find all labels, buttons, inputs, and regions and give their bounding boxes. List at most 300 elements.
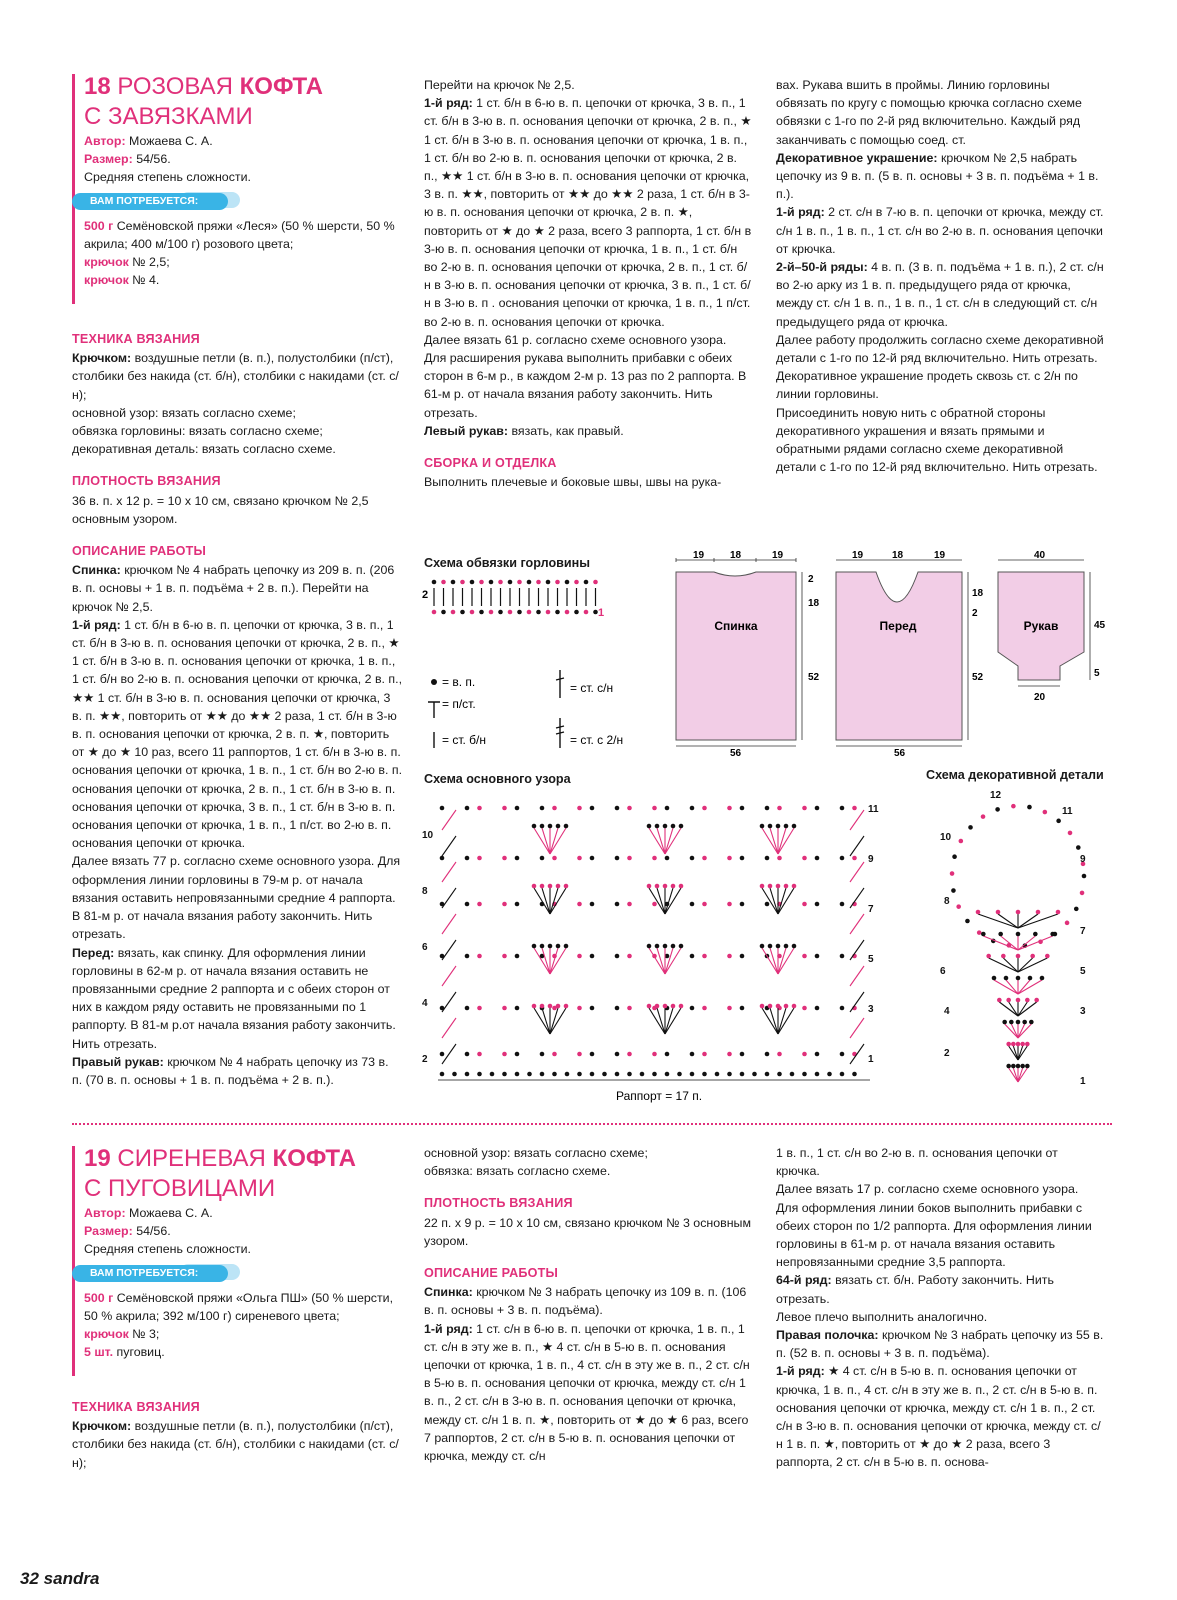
chain-dot bbox=[760, 1004, 765, 1009]
fan-stitch bbox=[665, 828, 673, 854]
chain-dot bbox=[740, 1072, 745, 1077]
p19-rp-row1: 1-й ряд: ★ 4 ст. с/н в 5-ю в. п. основания цепочки от крючка, 1 в. п., 4 ст. с/н в эту же в. п., 2 ст. с/н в 5-ю в. п. основания цепочки от крючка, между ст. с/н 1 в. п., 2 ст. с/н в 3-ю в. п. основания цепочки от крючка, между ст. с/н 1 в. п. ★, повторить от ★ до ★ 2 раза, всего 3 раппорта, 2 ст. с/н в 5-ю в. п. основа- bbox=[776, 1364, 1101, 1470]
deco-row-number: 5 bbox=[1080, 966, 1086, 977]
p18-right-sleeve: Правый рукав: крючком № 4 набрать цепочку из 73 в. п. (70 в. п. основы + 1 в. п. подъёма + 2 в. п.). bbox=[72, 1054, 389, 1087]
p19-difficulty: Средняя степень сложности. bbox=[84, 1242, 251, 1257]
p19-header bbox=[84, 1144, 402, 1361]
chain-dot bbox=[515, 856, 520, 861]
chain-dot bbox=[615, 1072, 620, 1077]
schematics bbox=[668, 546, 1113, 760]
p18-title bbox=[84, 72, 402, 102]
deco-row-number: 9 bbox=[1080, 854, 1086, 865]
edge-stitch bbox=[442, 992, 456, 1012]
deco-row-number: 8 bbox=[944, 896, 950, 907]
svg-text:19: 19 bbox=[852, 550, 864, 561]
p19-tech-heading: ТЕХНИКА ВЯЗАНИЯ bbox=[72, 1400, 200, 1414]
fan-stitch bbox=[778, 888, 794, 914]
chain-dot bbox=[768, 944, 773, 949]
row-number-right: 7 bbox=[868, 904, 874, 915]
chain-dot bbox=[652, 1052, 657, 1057]
chain-dot bbox=[777, 1072, 782, 1077]
chain-dot bbox=[432, 580, 437, 585]
chain-dot bbox=[590, 1006, 595, 1011]
chain-dot bbox=[1001, 954, 1006, 959]
edge-stitch bbox=[442, 888, 456, 908]
chain-dot bbox=[977, 930, 982, 935]
chain-dot bbox=[1065, 921, 1070, 926]
fan-stitch bbox=[770, 1008, 778, 1034]
chain-dot bbox=[460, 610, 465, 615]
chain-dot bbox=[546, 580, 551, 585]
deco-stitch bbox=[1018, 1002, 1037, 1016]
deco-row-number: 11 bbox=[1062, 806, 1073, 817]
p18-mat2: крючок № 2,5; bbox=[84, 255, 170, 270]
fan-stitch bbox=[762, 828, 778, 854]
chain-dot bbox=[655, 824, 660, 829]
chain-dot bbox=[765, 856, 770, 861]
chain-dot bbox=[952, 854, 957, 859]
chain-dot bbox=[515, 1006, 520, 1011]
deco-pattern-title: Схема декоративной детали bbox=[926, 768, 1104, 782]
chain-dot bbox=[615, 1006, 620, 1011]
chain-dot bbox=[540, 884, 545, 889]
chain-dot bbox=[1025, 1042, 1030, 1047]
main-pattern-diagram bbox=[420, 796, 890, 1108]
fan-stitch bbox=[649, 888, 665, 914]
chain-dot bbox=[1040, 976, 1045, 981]
chain-dot bbox=[995, 807, 1000, 812]
chain-dot bbox=[584, 610, 589, 615]
neck-diagram-title: Схема обвязки горловины bbox=[424, 556, 590, 570]
chain-dot bbox=[577, 856, 582, 861]
accent-bar bbox=[72, 74, 75, 304]
chain-dot bbox=[515, 902, 520, 907]
fan-stitch bbox=[550, 948, 558, 974]
p19-col3 bbox=[776, 1144, 1104, 1472]
chain-dot bbox=[1004, 976, 1009, 981]
chain-dot bbox=[552, 1072, 557, 1077]
chain-dot bbox=[451, 610, 456, 615]
svg-text:52: 52 bbox=[808, 672, 820, 683]
fan-stitch bbox=[550, 888, 566, 914]
chain-dot bbox=[502, 902, 507, 907]
chain-dot bbox=[671, 1004, 676, 1009]
chain-dot bbox=[986, 954, 991, 959]
chain-dot bbox=[815, 954, 820, 959]
fan-stitch bbox=[665, 1008, 673, 1034]
chain-dot bbox=[1028, 976, 1033, 981]
chain-dot bbox=[652, 856, 657, 861]
chain-dot bbox=[451, 580, 456, 585]
svg-text:18: 18 bbox=[892, 550, 904, 561]
chain-dot bbox=[776, 824, 781, 829]
chain-dot bbox=[590, 856, 595, 861]
p19-left-shoulder: Левое плечо выполнить аналогично. bbox=[776, 1309, 988, 1324]
fan-stitch bbox=[770, 888, 778, 914]
chain-dot bbox=[465, 806, 470, 811]
p19-row1: 1-й ряд: 1 ст. с/н в 6-ю в. п. цепочки от крючка, 1 в. п., 1 ст. с/н в эту же в. п., ★ 4 ст. с/н в 5-ю в. п. основания цепочки от крючка, 1 в. п., 4 ст. с/н в эту же в. п., 2 ст. с/н в 5-ю в. п. основания цепочки от крючка, между ст. с/н 1 в. п., 2 ст. с/н в 3-ю в. п. основания цепочки от крючка, между ст. с/н 1 в. п. ★, повторить от ★ до ★ 6 раз, всего 7 раппортов, 2 ст. с/н в 5-ю в. п. основания цепочки от крючка, между ст. с/н bbox=[424, 1321, 750, 1464]
deco-stitch bbox=[1018, 1024, 1031, 1038]
chain-dot bbox=[502, 954, 507, 959]
p19-col1 bbox=[72, 1398, 402, 1472]
fan-stitch bbox=[778, 948, 786, 974]
deco-stitch bbox=[1018, 936, 1035, 950]
chain-dot bbox=[784, 884, 789, 889]
p18-size: Размер: 54/56. bbox=[84, 152, 171, 167]
chain-dot bbox=[1016, 1064, 1021, 1069]
chain-dot bbox=[593, 580, 598, 585]
chain-dot bbox=[690, 902, 695, 907]
p19-density-heading: ПЛОТНОСТЬ ВЯЗАНИЯ bbox=[424, 1196, 573, 1211]
chain-dot bbox=[677, 1072, 682, 1077]
chain-dot bbox=[702, 1006, 707, 1011]
deco-stitch bbox=[1018, 1046, 1023, 1060]
chain-dot bbox=[440, 856, 445, 861]
chain-dot bbox=[1016, 954, 1021, 959]
chain-dot bbox=[840, 856, 845, 861]
chain-dot bbox=[564, 824, 569, 829]
sleeve-label: Рукав bbox=[1023, 619, 1059, 633]
legend-hdc: = п/ст. bbox=[442, 697, 476, 711]
chain-dot bbox=[690, 856, 695, 861]
chain-dot bbox=[765, 806, 770, 811]
edge-stitch bbox=[442, 1018, 456, 1038]
chain-dot bbox=[1022, 1020, 1027, 1025]
chain-dot bbox=[815, 902, 820, 907]
chain-dot bbox=[1043, 810, 1048, 815]
hdc-icon bbox=[428, 702, 440, 718]
chain-dot bbox=[760, 824, 765, 829]
deco-stitch bbox=[1018, 1068, 1023, 1082]
fan-stitch bbox=[770, 828, 778, 854]
chain-dot bbox=[477, 1052, 482, 1057]
magazine-name: sandra bbox=[43, 1569, 100, 1588]
chain-dot bbox=[655, 944, 660, 949]
p18-subtitle: С ЗАВЯЗКАМИ bbox=[84, 103, 253, 130]
chain-dot bbox=[802, 1006, 807, 1011]
chain-dot bbox=[1050, 932, 1055, 937]
p19-desc-heading: ОПИСАНИЕ РАБОТЫ bbox=[424, 1266, 559, 1281]
chain-dot bbox=[663, 944, 668, 949]
legend-sc: = ст. б/н bbox=[442, 733, 487, 747]
chain-dot bbox=[1068, 831, 1073, 836]
chain-dot bbox=[690, 1072, 695, 1077]
chain-dot bbox=[477, 856, 482, 861]
chain-dot bbox=[647, 884, 652, 889]
deco-stitch bbox=[1003, 958, 1018, 972]
edge-stitch bbox=[850, 862, 864, 882]
p18-c2-row1: 1-й ряд: 1 ст. б/н в 6-ю в. п. цепочки от крючка, 3 в. п., 1 ст. б/н в 3-ю в. п. основания цепочки от крючка, 2 в. п., ★ 1 ст. б/н в 3-ю в. п. основания цепочки от крючка, 1 в. п., 1 ст. б/н во 2-ю в. п. основания цепочки от крючка, 2 в. п., ★★ 1 ст. б/н в 3-ю в. п. основания цепочки от крючка, 3 в. п. ★★, повторить от ★★ до ★★ 2 раза, 1 ст. б/н в 3-ю в. п. основания цепочки от крючка, 2 в. п. ★, повторить от ★ до ★ 2 раза, всего 3 раппорта, 1 ст. б/н в 3-ю в. п. основания цепочки от крючка, 1 в. п., 1 ст. б/н во 2-ю в. п. основания цепочки от крючка, 2 в. п., 1 ст. б/н в 3-ю в. п. основания цепочки от крючка, 3 в. п., 1 ст. б/н в 3-ю в. п . основания цепочки от крючка, 1 в. п., 1 п/ст. во 2-ю в. п. основания цепочки от крючка. bbox=[424, 96, 752, 329]
fan-stitch bbox=[778, 948, 794, 974]
deco-stitch bbox=[1018, 914, 1058, 928]
chain-dot bbox=[602, 1072, 607, 1077]
chain-dot bbox=[590, 1072, 595, 1077]
p18-density-heading: ПЛОТНОСТЬ ВЯЗАНИЯ bbox=[72, 474, 221, 489]
svg-text:45: 45 bbox=[1094, 620, 1106, 631]
chain-dot bbox=[727, 1072, 732, 1077]
chain-dot bbox=[615, 902, 620, 907]
legend-tr: = ст. с 2/н bbox=[570, 733, 624, 747]
p19-col2 bbox=[424, 1144, 752, 1465]
chain-dot bbox=[665, 806, 670, 811]
chain-dot bbox=[532, 944, 537, 949]
deco-stitch bbox=[978, 914, 1018, 928]
deco-stitch bbox=[1018, 1024, 1025, 1038]
chain-dot bbox=[996, 910, 1001, 915]
p19-mat3: 5 шт. пуговиц. bbox=[84, 1345, 165, 1360]
edge-stitch bbox=[442, 836, 456, 856]
chain-dot bbox=[652, 902, 657, 907]
svg-text:52: 52 bbox=[972, 672, 984, 683]
chain-dot bbox=[1082, 874, 1087, 879]
chain-dot bbox=[556, 824, 561, 829]
chain-dot bbox=[802, 954, 807, 959]
chain-dot bbox=[1016, 910, 1021, 915]
p19-title-b: КОФТА bbox=[272, 1145, 356, 1172]
edge-stitch bbox=[850, 966, 864, 986]
chain-dot bbox=[1030, 954, 1035, 959]
chain-dot bbox=[1056, 910, 1061, 915]
chain-dot bbox=[627, 856, 632, 861]
chain-dot bbox=[527, 580, 532, 585]
chain-dot bbox=[536, 580, 541, 585]
p18-assembly: Выполнить плечевые и боковые швы, швы на рука- bbox=[424, 475, 722, 490]
chain-dot bbox=[679, 1004, 684, 1009]
p19-title-a: СИРЕНЕВАЯ bbox=[117, 1145, 266, 1172]
chain-dot bbox=[965, 919, 970, 924]
need-badge: ВАМ ПОТРЕБУЕТСЯ: bbox=[72, 193, 228, 210]
chain-dot bbox=[727, 954, 732, 959]
section-divider bbox=[72, 1123, 1112, 1125]
chain-dot bbox=[815, 1006, 820, 1011]
fan-stitch bbox=[778, 828, 786, 854]
chain-dot bbox=[702, 856, 707, 861]
p18-header bbox=[84, 72, 402, 289]
chain-dot bbox=[715, 1072, 720, 1077]
fan-stitch bbox=[657, 828, 665, 854]
fan-stitch bbox=[665, 948, 673, 974]
chain-dot bbox=[790, 1072, 795, 1077]
p18-density: 36 в. п. х 12 р. = 10 х 10 см, связано крючком № 2,5 основным узором. bbox=[72, 493, 369, 526]
chain-dot bbox=[441, 580, 446, 585]
sleeve-piece bbox=[998, 550, 1106, 703]
fan-stitch bbox=[550, 948, 566, 974]
chain-dot bbox=[465, 954, 470, 959]
chain-dot bbox=[540, 1052, 545, 1057]
chain-dot bbox=[502, 1072, 507, 1077]
deco-stitch bbox=[1009, 1002, 1018, 1016]
chain-dot bbox=[768, 1004, 773, 1009]
chain-dot bbox=[1027, 805, 1032, 810]
row-number-left: 8 bbox=[422, 886, 428, 897]
p18-col3 bbox=[776, 76, 1104, 476]
chain-dot bbox=[840, 954, 845, 959]
p18-mat3: крючок № 4. bbox=[84, 273, 160, 288]
chain-dot bbox=[1006, 1064, 1011, 1069]
chain-dot bbox=[852, 806, 857, 811]
edge-stitch bbox=[850, 1018, 864, 1038]
chain-dot bbox=[740, 806, 745, 811]
fan-stitch bbox=[657, 888, 665, 914]
chain-dot bbox=[1016, 976, 1021, 981]
chain-dot bbox=[840, 1052, 845, 1057]
chain-dot bbox=[460, 580, 465, 585]
chain-dot bbox=[477, 954, 482, 959]
chain-dot bbox=[702, 1072, 707, 1077]
chain-dot bbox=[1034, 998, 1039, 1003]
p18-title-a: РОЗОВАЯ bbox=[117, 73, 233, 100]
deco-stitch bbox=[1009, 1068, 1018, 1082]
deco-row-number: 1 bbox=[1080, 1076, 1086, 1087]
chain-dot bbox=[792, 884, 797, 889]
p18-row1: 1-й ряд: 1 ст. б/н в 6-ю в. п. цепочки от крючка, 3 в. п., 1 ст. б/н в 3-ю в. п. основания цепочки от крючка, 2 в. п., ★ 1 ст. б/н в 3-ю в. п. основания цепочки от крючка, 1 в. п., 1 ст. б/н во 2-ю в. п. основания цепочки от крючка, 2 в. п., ★★ 1 ст. б/н в 3-ю в. п. основания цепочки от крючка, 3 в. п. ★★, повторить от ★★ до ★★ 2 раза, 1 ст. б/н в 3-ю в. п. основания цепочки от крючка, 2 в. п. ★, повторить от ★ до ★ 10 раз, всего 11 раппортов, 1 ст. б/н в 3-ю в. п. основания цепочки от крючка, 1 в. п., 1 ст. б/н во 2-ю в. п. основания цепочки от крючка, 2 в. п., 1 ст. б/н в 3-ю в. п. основания цепочки от крючка, 3 в. п., 1 ст. б/н в 3-ю в. п. основания цепочки от крючка, 1 в. п., 1 п/ст. во 2-ю в. п. основания цепочки от крючка. bbox=[72, 617, 403, 851]
chain-dot bbox=[489, 610, 494, 615]
chain-dot bbox=[490, 1072, 495, 1077]
p19-c2-t1: основной узор: вязать согласно схеме; bbox=[424, 1146, 648, 1160]
chain-dot bbox=[815, 1052, 820, 1057]
chain-dot bbox=[517, 610, 522, 615]
edge-stitch bbox=[442, 862, 456, 882]
fan-stitch bbox=[534, 948, 550, 974]
chain-dot bbox=[690, 1052, 695, 1057]
chain-dot bbox=[440, 1052, 445, 1057]
neck-diagram bbox=[420, 574, 610, 624]
deco-row-number: 4 bbox=[944, 1006, 950, 1017]
row-number-right: 5 bbox=[868, 954, 874, 965]
chain-dot bbox=[663, 1004, 668, 1009]
fan-stitch bbox=[649, 1008, 665, 1034]
page-number: 32 bbox=[20, 1569, 39, 1588]
chain-dot bbox=[615, 1052, 620, 1057]
chain-dot bbox=[702, 954, 707, 959]
fan-stitch bbox=[778, 1008, 786, 1034]
deco-stitch bbox=[1018, 1068, 1027, 1082]
deco-row-number: 2 bbox=[944, 1048, 950, 1059]
chain-dot bbox=[1036, 910, 1041, 915]
chain-dot bbox=[440, 806, 445, 811]
p18-number: 18 bbox=[84, 73, 111, 100]
chain-dot bbox=[647, 1004, 652, 1009]
chain-dot bbox=[765, 902, 770, 907]
chain-dot bbox=[627, 806, 632, 811]
chain-dot bbox=[690, 954, 695, 959]
chain-dot bbox=[590, 806, 595, 811]
p19-mat2: крючок № 3; bbox=[84, 1327, 160, 1342]
chain-dot bbox=[727, 902, 732, 907]
row-number-left: 2 bbox=[422, 1054, 428, 1065]
p18-deco: Декоративное украшение: крючком № 2,5 набрать цепочку из 9 в. п. (5 в. п. основы + 3 в. п. подъёма + 1 в. п.). bbox=[776, 150, 1099, 202]
deco-row-number: 3 bbox=[1080, 1006, 1086, 1017]
chain-dot bbox=[577, 806, 582, 811]
p18-assembly-heading: СБОРКА И ОТДЕЛКА bbox=[424, 456, 557, 471]
deco-stitch bbox=[1018, 1046, 1027, 1060]
svg-text:5: 5 bbox=[1094, 668, 1100, 679]
p18-difficulty: Средняя степень сложности. bbox=[84, 170, 251, 185]
chain-dot bbox=[647, 944, 652, 949]
chain-dot bbox=[502, 1006, 507, 1011]
chain-dot bbox=[477, 902, 482, 907]
p19-author: Автор: Можаева С. А. bbox=[84, 1206, 213, 1220]
chain-dot bbox=[777, 856, 782, 861]
fan-stitch bbox=[778, 888, 786, 914]
deco-pattern-diagram bbox=[930, 784, 1106, 1104]
chain-dot bbox=[515, 1072, 520, 1077]
chain-dot bbox=[1006, 998, 1011, 1003]
edge-stitch bbox=[442, 940, 456, 960]
svg-text:20: 20 bbox=[1034, 692, 1046, 703]
p18-title-b: КОФТА bbox=[239, 73, 324, 100]
p18-deco-cont: Далее работу продолжить согласно схеме декоративной детали с 1-го по 12-й ряд включительно. Нить отрезать. bbox=[776, 332, 1104, 366]
chain-dot bbox=[760, 944, 765, 949]
chain-dot bbox=[840, 806, 845, 811]
chain-dot bbox=[1016, 932, 1021, 937]
chain-dot bbox=[752, 1072, 757, 1077]
fan-stitch bbox=[542, 1008, 550, 1034]
p18-c2-cont: Далее вязать 61 р. согласно схеме основного узора. Для расширения рукава выполнить прибавки с обеих сторон в 6-м р., в каждом 2-м р. 13 раз по 2 раппорта. В 61-м р. от начала вязания работу закончить. Нить отрезать. bbox=[424, 332, 747, 420]
chain-dot bbox=[441, 610, 446, 615]
svg-text:19: 19 bbox=[693, 550, 705, 561]
fan-stitch bbox=[542, 828, 550, 854]
chain-dot bbox=[1025, 1064, 1030, 1069]
p18-tech1: Крючком: воздушные петли (в. п.), полустолбики (п/ст), столбики без накида (ст. б/н), столбики с накидами (ст. с/н); bbox=[72, 351, 399, 402]
fan-stitch bbox=[657, 948, 665, 974]
edge-stitch bbox=[850, 836, 864, 856]
chain-dot bbox=[981, 814, 986, 819]
chain-dot bbox=[508, 610, 513, 615]
dc-icon bbox=[556, 670, 564, 698]
chain-dot bbox=[465, 1006, 470, 1011]
chain-dot bbox=[556, 1004, 561, 1009]
accent-bar-19 bbox=[72, 1146, 75, 1376]
chain-dot bbox=[950, 871, 955, 876]
p19-tech1: Крючком: воздушные петли (в. п.), полустолбики (п/ст), столбики без накида (ст. б/н), столбики с накидами (ст. с/н); bbox=[72, 1419, 399, 1470]
chain-dot bbox=[655, 1004, 660, 1009]
chain-dot bbox=[540, 806, 545, 811]
p18-c3-p1: вах. Рукава вшить в проймы. Линию горловины обвязать по кругу с помощью крючка согласно схеме обвязки с 1-го по 2-й ряд включительно. Каждый ряд заканчивать с помощью соед. ст. bbox=[776, 78, 1082, 147]
edge-stitch bbox=[850, 914, 864, 934]
chain-dot bbox=[577, 954, 582, 959]
p18-mat1: 500 г Семёновской пряжи «Леся» (50 % шерсти, 50 % акрила; 400 м/100 г) розового цвета; bbox=[84, 218, 395, 251]
chain-dot bbox=[702, 1052, 707, 1057]
fan-stitch bbox=[542, 888, 550, 914]
deco-stitch bbox=[1006, 980, 1018, 994]
chain-dot bbox=[652, 806, 657, 811]
fan-stitch bbox=[534, 888, 550, 914]
chain-dot bbox=[627, 1006, 632, 1011]
chain-dot bbox=[577, 902, 582, 907]
chain-dot bbox=[1016, 1020, 1021, 1025]
chain-dot bbox=[465, 1072, 470, 1077]
chain-dot bbox=[815, 856, 820, 861]
chain-dot bbox=[627, 902, 632, 907]
chain-dot bbox=[727, 1052, 732, 1057]
chain-dot bbox=[768, 824, 773, 829]
svg-text:2: 2 bbox=[808, 574, 814, 585]
chain-dot bbox=[540, 1004, 545, 1009]
svg-text:2: 2 bbox=[972, 608, 978, 619]
chain-dot bbox=[590, 954, 595, 959]
chain-dot bbox=[1025, 998, 1030, 1003]
chain-dot bbox=[577, 1072, 582, 1077]
chain-dot bbox=[827, 1072, 832, 1077]
chain-dot bbox=[665, 1052, 670, 1057]
row-number-left: 4 bbox=[422, 998, 428, 1009]
deco-row-number: 12 bbox=[990, 790, 1002, 801]
chain-dot bbox=[976, 910, 981, 915]
fan-stitch bbox=[778, 828, 794, 854]
edge-stitch bbox=[442, 966, 456, 986]
p18-left-sleeve: Левый рукав: вязать, как правый. bbox=[424, 423, 624, 438]
